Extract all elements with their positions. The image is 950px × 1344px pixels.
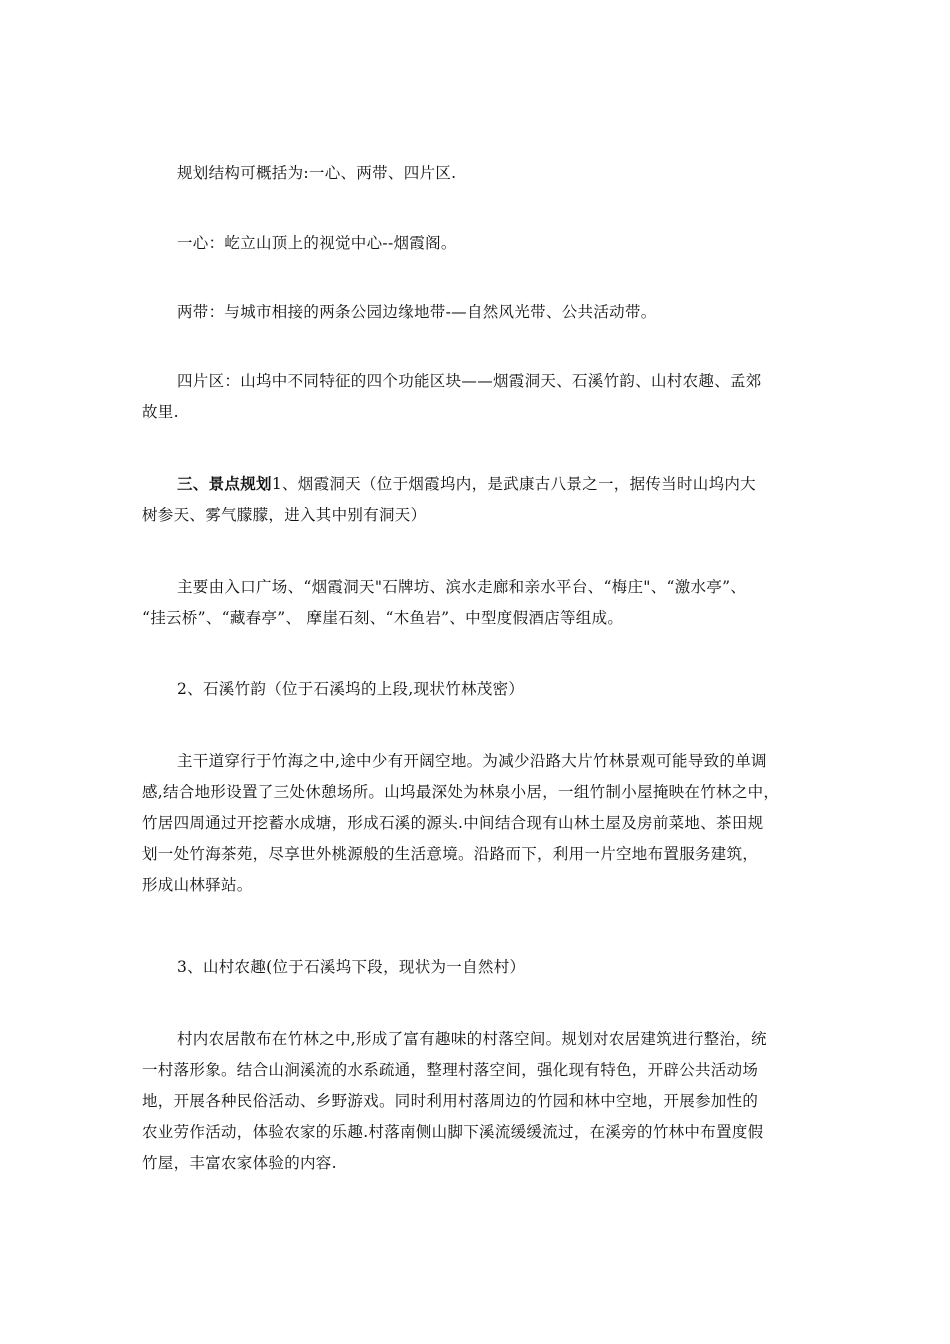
text-line: 故里.	[142, 403, 179, 421]
text-line: “挂云桥”、“藏春亭”、 摩崖石刻、“木鱼岩”、中型度假酒店等组成。	[142, 609, 624, 627]
section-heading: 三、景点规划	[177, 474, 272, 493]
paragraph-structure-summary	[177, 158, 456, 189]
text-line: 主要由入口广场、“烟霞洞天"石牌坊、滨水走廊和亲水平台、“梅庄"、“激水亭”、	[177, 578, 747, 596]
text-line: 规划结构可概括为:一心、两带、四片区.	[177, 164, 457, 182]
paragraph-shixi-description	[142, 746, 780, 901]
text-line: 2、石溪竹韵（位于石溪坞的上段,现状竹林茂密）	[177, 680, 525, 698]
paragraph-one-center	[177, 228, 457, 259]
text-line: 树参天、雾气朦朦，进入其中别有洞天）	[142, 506, 427, 524]
paragraph-four-zones	[142, 366, 762, 428]
text-line: 一村落形象。结合山涧溪流的水系疏通，整理村落空间，强化现有特色，开辟公共活动场	[142, 1061, 759, 1079]
text-line	[177, 468, 756, 500]
paragraph-scenic-planning	[142, 468, 756, 531]
text-segment: 1、烟霞洞天（位于烟霞坞内，是武康古八景之一，据传当时山坞内大	[271, 475, 756, 493]
paragraph-yanxia-components	[142, 572, 747, 634]
text-line: 村内农居散布在竹林之中,形成了富有趣味的村落空间。规划对农居建筑进行整治，统	[177, 1030, 767, 1048]
text-line: 划一处竹海茶苑，尽享世外桃源般的生活意境。沿路而下，利用一片空地布置服务建筑，	[142, 845, 759, 863]
text-line: 地，开展各种民俗活动、乡野游戏。同时利用村落周边的竹园和林中空地，开展参加性的	[142, 1092, 759, 1110]
text-line: 竹屋，丰富农家体验的内容.	[142, 1154, 337, 1172]
paragraph-village-description	[142, 1024, 767, 1179]
text-line: 两带：与城市相接的两条公园边缘地带-—自然风光带、公共活动带。	[177, 303, 657, 321]
text-line: 主干道穿行于竹海之中,途中少有开阔空地。为减少沿路大片竹林景观可能导致的单调	[177, 752, 767, 770]
text-line: 竹居四周通过开挖蓄水成塘，形成石溪的源头.中间结合现有山林土屋及房前菜地、茶田规	[142, 814, 764, 832]
text-line: 3、山村农趣(位于石溪坞下段，现状为一自然村）	[177, 958, 526, 976]
text-line: 形成山林驿站。	[142, 876, 253, 894]
paragraph-shixi-heading	[177, 674, 524, 705]
paragraph-village-heading	[177, 952, 525, 983]
text-line: 一心：屹立山顶上的视觉中心--烟霞阁。	[177, 234, 457, 252]
text-line: 四片区：山坞中不同特征的四个功能区块——烟霞洞天、石溪竹韵、山村农趣、孟郊	[177, 372, 762, 390]
text-line: 农业劳作活动，体验农家的乐趣.村落南侧山脚下溪流缓缓流过，在溪旁的竹林中布置度假	[142, 1123, 764, 1141]
paragraph-two-belts	[177, 297, 657, 328]
text-line: 感,结合地形设置了三处休憩场所。山坞最深处为林泉小居，一组竹制小屋掩映在竹林之中，	[142, 783, 780, 801]
